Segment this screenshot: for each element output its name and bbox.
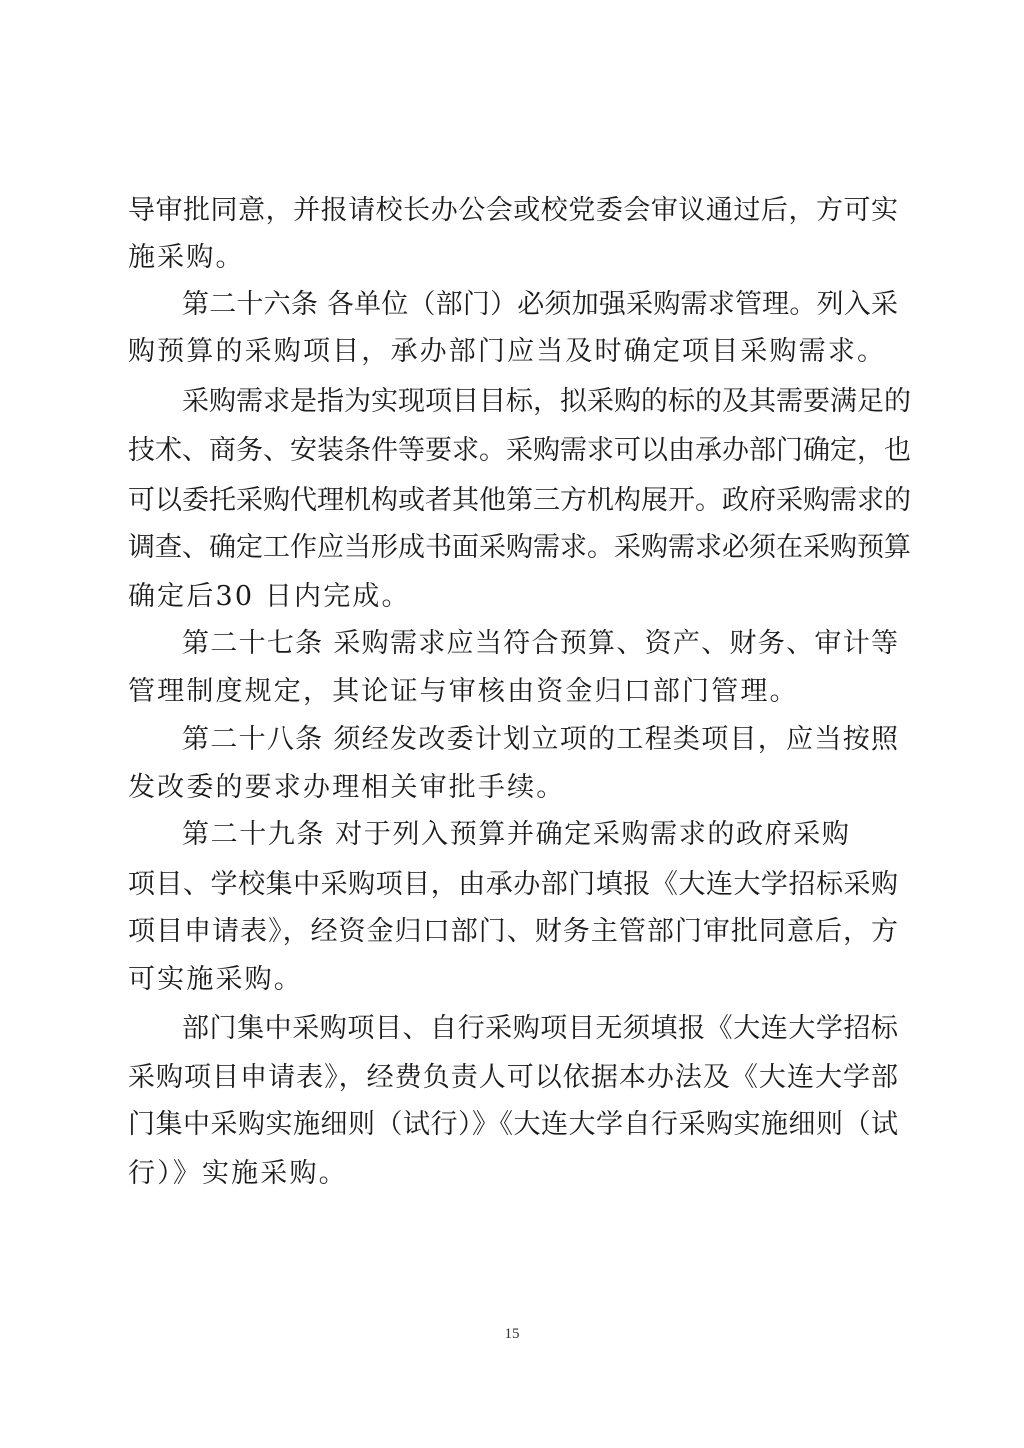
- text-line: 导审批同意，并报请校长办公会或校党委会审议通过后，方可实: [128, 195, 898, 226]
- text-line: 管理制度规定，其论证与审核由资金归口部门管理。: [128, 676, 799, 707]
- text-line: 项目、学校集中采购项目，由承办部门填报《大连大学招标采购: [128, 869, 898, 900]
- paragraph-first-line: 部门集中采购项目、自行采购项目无须填报《大连大学招标: [182, 1013, 898, 1044]
- text-line: 施采购。: [128, 242, 245, 273]
- text-line: 调查、确定工作应当形成书面采购需求。采购需求必须在采购预算: [128, 532, 911, 563]
- text-line: 确定后30 日内完成。: [128, 581, 411, 612]
- text-line: 行）》实施采购。: [128, 1158, 348, 1189]
- text-line: 技术、商务、安装条件等要求。采购需求可以由承办部门确定，也: [128, 435, 911, 466]
- text-line: 采购项目申请表》，经费负责人可以依据本办法及《大连大学部: [128, 1062, 898, 1093]
- text-line: 发改委的要求办理相关审批手续。: [128, 772, 566, 803]
- article-27-heading-line: 第二十七条 采购需求应当符合预算、资产、财务、审计等: [182, 628, 898, 659]
- text-line: 门集中采购实施细则（试行）》《大连大学自行采购实施细则（试: [128, 1109, 898, 1140]
- text-line: 可以委托采购代理机构或者其他第三方机构展开。政府采购需求的: [128, 485, 911, 516]
- article-29-heading-line: 第二十九条 对于列入预算并确定采购需求的政府采购: [182, 819, 851, 850]
- text-line: 购预算的采购项目，承办部门应当及时确定项目采购需求。: [128, 336, 887, 367]
- paragraph-first-line: 采购需求是指为实现项目目标，拟采购的标的及其需要满足的: [182, 386, 911, 417]
- text-line: 可实施采购。: [128, 964, 303, 995]
- text-line: 项目申请表》，经资金归口部门、财务主管部门审批同意后，方: [128, 916, 898, 947]
- article-28-heading-line: 第二十八条 须经发改委计划立项的工程类项目，应当按照: [182, 724, 898, 755]
- article-26-heading-line: 第二十六条 各单位（部门）必须加强采购需求管理。列入采: [182, 289, 898, 320]
- page-number: 15: [504, 1326, 520, 1342]
